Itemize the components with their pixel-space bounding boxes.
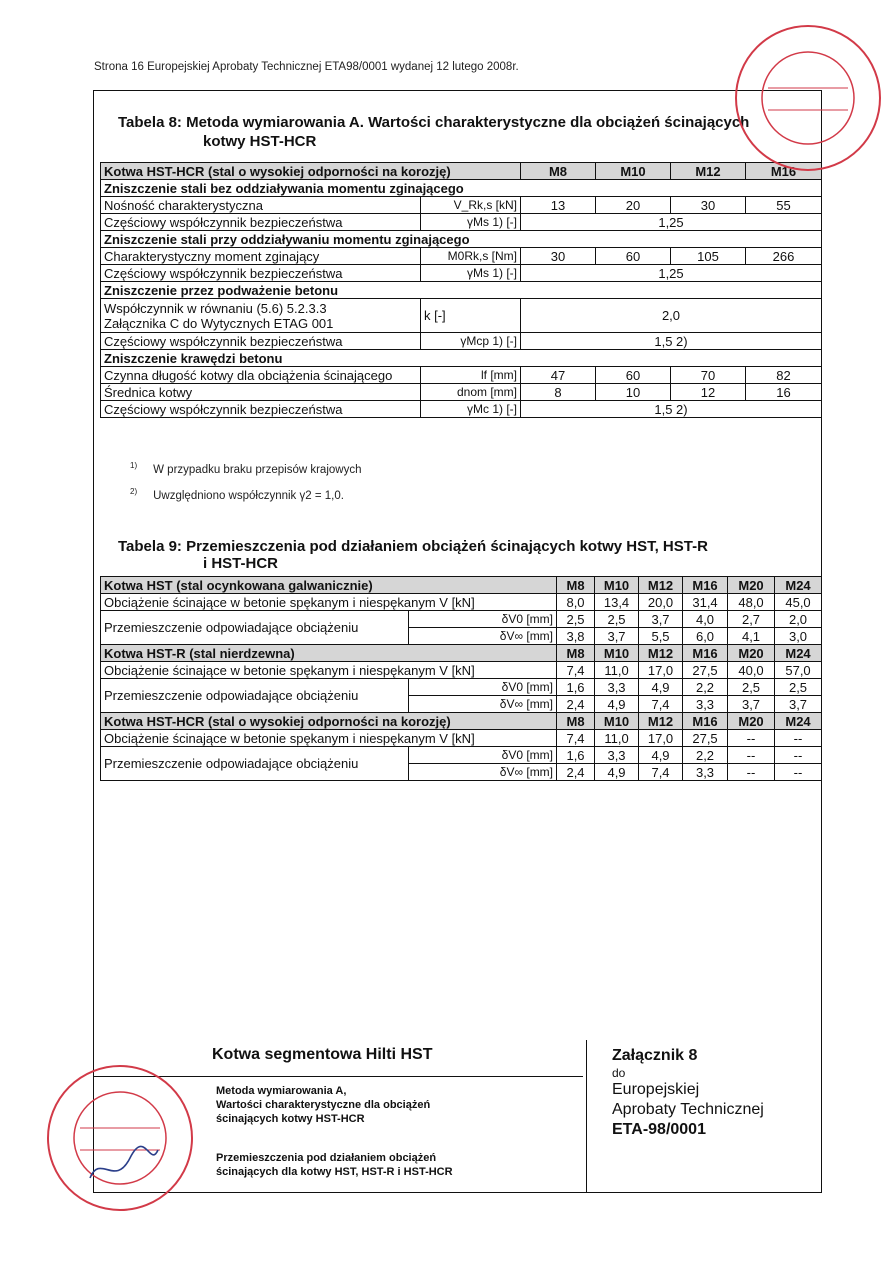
table8-row-label: Częściowy współczynnik bezpieczeństwa [101, 333, 421, 350]
annex-line-1: Europejskiej [612, 1081, 700, 1098]
table9-size-header: M10 [595, 713, 639, 730]
table9-block-title: Kotwa HST-R (stal nierdzewna) [101, 645, 557, 662]
table9-cell: 2,2 [683, 679, 728, 696]
table8-header-m12: M12 [671, 163, 746, 180]
stamp-outer-ring [48, 1066, 192, 1210]
table8-cell: 1,25 [521, 214, 822, 231]
table9-cell: 2,4 [557, 764, 595, 781]
table9-cell: 7,4 [639, 764, 683, 781]
table9-size-header: M16 [683, 577, 728, 594]
table9-size-header: M24 [775, 645, 822, 662]
table9-cell: 7,4 [639, 696, 683, 713]
table9-cell: 3,3 [683, 764, 728, 781]
table8-cell: 30 [671, 197, 746, 214]
table9-symbol: δV0 [mm] [409, 747, 557, 764]
table9-cell: 3,3 [683, 696, 728, 713]
table8-cell: 30 [521, 248, 596, 265]
table8-cell: 82 [746, 367, 822, 384]
table8-cell: 13 [521, 197, 596, 214]
table8-cell: 60 [596, 248, 671, 265]
table8-row-label-line2: Załącznika C do Wytycznych ETAG 001 [104, 315, 334, 331]
table9-cell: 3,0 [775, 628, 822, 645]
table9-cell: -- [775, 747, 822, 764]
table8 [100, 162, 822, 418]
table8-row-label: Charakterystyczny moment zginający [101, 248, 421, 265]
table9-block-title: Kotwa HST (stal ocynkowana galwanicznie) [101, 577, 557, 594]
table8-row-label: Czynna długość kotwy dla obciążenia ścinającego [101, 367, 421, 384]
table9-cell: 11,0 [595, 662, 639, 679]
table8-cell: 105 [671, 248, 746, 265]
footer-annex [612, 1046, 764, 1140]
table8-row-symbol: γMcp 1) [-] [421, 333, 521, 350]
table9-cell: 27,5 [683, 730, 728, 747]
table9-cell: 17,0 [639, 662, 683, 679]
table8-row-symbol: dnom [mm] [421, 384, 521, 401]
table9-size-header: M8 [557, 577, 595, 594]
footnote-1: $^{1)}$ W przypadku braku przepisów krajowych [130, 461, 362, 476]
table9-cell: 4,9 [595, 764, 639, 781]
table9-size-header: M24 [775, 713, 822, 730]
table9-cell: -- [728, 747, 775, 764]
table9-size-header: M12 [639, 645, 683, 662]
table9-size-header: M8 [557, 713, 595, 730]
table8-row-label: Częściowy współczynnik bezpieczeństwa [101, 401, 421, 418]
table8-row-symbol: γMs 1) [-] [421, 265, 521, 282]
table9-size-header: M20 [728, 645, 775, 662]
table8-cell: 47 [521, 367, 596, 384]
stamp-inner-ring [762, 52, 854, 144]
table9-title-line1: Tabela 9: Przemieszczenia pod działaniem obciążeń ścinających kotwy HST, HST-R [118, 538, 708, 555]
table8-title-line2: kotwy HST-HCR [203, 133, 317, 150]
table9-load-label: Obciążenie ścinające w betonie spękanym i niespękanym V [kN] [101, 662, 557, 679]
annex-line-2: Aprobaty Technicznej [612, 1101, 764, 1118]
footer-title: Kotwa segmentowa Hilti HST [212, 1046, 433, 1063]
table8-header-anchor: Kotwa HST-HCR (stal o wysokiej odporności na korozję) [101, 163, 521, 180]
table8-cell: 12 [671, 384, 746, 401]
translator-stamp-top [728, 18, 888, 178]
table8-section: Zniszczenie stali przy oddziaływaniu momentu zginającego [101, 231, 822, 248]
table9-load-label: Obciążenie ścinające w betonie spękanym i niespękanym V [kN] [101, 730, 557, 747]
table8-cell: 55 [746, 197, 822, 214]
table8-row-symbol: γMs 1) [-] [421, 214, 521, 231]
table9-title-line2: i HST-HCR [203, 555, 278, 572]
table9-cell: 1,6 [557, 679, 595, 696]
table8-section: Zniszczenie stali bez oddziaływania momentu zginającego [101, 180, 822, 197]
table8-header-m8: M8 [521, 163, 596, 180]
table9-cell: 27,5 [683, 662, 728, 679]
table8-cell: 8 [521, 384, 596, 401]
table9-symbol: δV∞ [mm] [409, 764, 557, 781]
table9-cell: 8,0 [557, 594, 595, 611]
table9-size-header: M16 [683, 713, 728, 730]
table9-cell: 4,1 [728, 628, 775, 645]
table9-cell: 3,8 [557, 628, 595, 645]
table9-cell: 48,0 [728, 594, 775, 611]
table9-cell: 2,5 [595, 611, 639, 628]
table9-cell: 11,0 [595, 730, 639, 747]
footer-column-divider [586, 1040, 587, 1192]
table8-row-symbol: γMc 1) [-] [421, 401, 521, 418]
table8-title-line1: Tabela 8: Metoda wymiarowania A. Wartości charakterystyczne dla obciążeń ścinających [118, 114, 750, 131]
table8-row-symbol: k [-] [421, 299, 521, 333]
table9-load-label: Obciążenie ścinające w betonie spękanym i niespękanym V [kN] [101, 594, 557, 611]
table9-size-header: M24 [775, 577, 822, 594]
table9-cell: 4,9 [639, 747, 683, 764]
table9-cell: 2,2 [683, 747, 728, 764]
page-header: Strona 16 Europejskiej Aprobaty Technicznej ETA98/0001 wydanej 12 lutego 2008r. [94, 61, 519, 73]
table9-size-header: M16 [683, 645, 728, 662]
table9-cell: -- [775, 730, 822, 747]
table9-cell: 7,4 [557, 662, 595, 679]
table9-size-header: M12 [639, 713, 683, 730]
table9-cell: 3,3 [595, 747, 639, 764]
table8-row-label: Średnica kotwy [101, 384, 421, 401]
table9-size-header: M10 [595, 577, 639, 594]
table9-cell: 40,0 [728, 662, 775, 679]
annex-number: Załącznik 8 [612, 1047, 698, 1064]
table8-title [118, 113, 749, 151]
table8-cell: 20 [596, 197, 671, 214]
table8-header-m16: M16 [746, 163, 822, 180]
table9-cell: 45,0 [775, 594, 822, 611]
table9-block-title: Kotwa HST-HCR (stal o wysokiej odporności na korozję) [101, 713, 557, 730]
table8-cell: 10 [596, 384, 671, 401]
table9-cell: 2,5 [557, 611, 595, 628]
table9-cell: 1,6 [557, 747, 595, 764]
table8-row-symbol: lf [mm] [421, 367, 521, 384]
table8-row-label: Nośność charakterystyczna [101, 197, 421, 214]
table9-disp-label: Przemieszczenie odpowiadające obciążeniu [101, 747, 409, 781]
table9-size-header: M8 [557, 645, 595, 662]
table9-cell: 3,3 [595, 679, 639, 696]
annex-do: do [612, 1066, 626, 1080]
table8-cell: 1,5 2) [521, 401, 822, 418]
table8-cell: 2,0 [521, 299, 822, 333]
table9-cell: 3,7 [639, 611, 683, 628]
table9-cell: 6,0 [683, 628, 728, 645]
table9-cell: 3,7 [728, 696, 775, 713]
annex-eta-number: ETA-98/0001 [612, 1121, 706, 1138]
table9-cell: 2,5 [728, 679, 775, 696]
table8-cell: 266 [746, 248, 822, 265]
table8-row-label: Częściowy współczynnik bezpieczeństwa [101, 265, 421, 282]
table9-cell: 2,0 [775, 611, 822, 628]
table8-section: Zniszczenie krawędzi betonu [101, 350, 822, 367]
table8-cell: 1,5 2) [521, 333, 822, 350]
table9-cell: 2,7 [728, 611, 775, 628]
table9-cell: -- [728, 730, 775, 747]
table8-section: Zniszczenie przez podważenie betonu [101, 282, 822, 299]
table9-cell: 7,4 [557, 730, 595, 747]
table9-size-header: M12 [639, 577, 683, 594]
table9-cell: 17,0 [639, 730, 683, 747]
table9-cell: 4,0 [683, 611, 728, 628]
table9-cell: -- [728, 764, 775, 781]
table9-symbol: δV0 [mm] [409, 679, 557, 696]
table9-cell: 2,4 [557, 696, 595, 713]
table9-size-header: M10 [595, 645, 639, 662]
footnote-2: $^{2)}$ Uwzględniono współczynnik γ2 = 1,0. [130, 487, 344, 502]
table8-cell: 70 [671, 367, 746, 384]
table8-row-symbol: V_Rk,s [kN] [421, 197, 521, 214]
table8-row-symbol: M0Rk,s [Nm] [421, 248, 521, 265]
table8-row-label: Częściowy współczynnik bezpieczeństwa [101, 214, 421, 231]
table9-symbol: δV∞ [mm] [409, 696, 557, 713]
table8-cell: 60 [596, 367, 671, 384]
table9-cell: -- [775, 764, 822, 781]
table8-header-m10: M10 [596, 163, 671, 180]
table9-cell: 20,0 [639, 594, 683, 611]
table9-size-header: M20 [728, 577, 775, 594]
table9-size-header: M20 [728, 713, 775, 730]
table9-cell: 13,4 [595, 594, 639, 611]
table9-cell: 3,7 [595, 628, 639, 645]
table9-cell: 57,0 [775, 662, 822, 679]
table9-cell: 5,5 [639, 628, 683, 645]
table9-disp-label: Przemieszczenie odpowiadające obciążeniu [101, 611, 409, 645]
table9-symbol: δV∞ [mm] [409, 628, 557, 645]
table9-disp-label: Przemieszczenie odpowiadające obciążeniu [101, 679, 409, 713]
footer-description-1: Metoda wymiarowania A, Wartości charakterystyczne dla obciążeń ścinających kotwy HST-HCR [216, 1085, 431, 1125]
table9-cell: 4,9 [595, 696, 639, 713]
table8-row-label-line1: Współczynnik w równaniu (5.6) 5.2.3.3 [104, 300, 327, 316]
footer-description-2: Przemieszczenia pod działaniem obciążeń ścinających dla kotwy HST, HST-R i HST-HCR [216, 1152, 453, 1178]
translator-stamp-bottom [40, 1058, 200, 1218]
table9-title [118, 538, 708, 572]
table9-symbol: δV0 [mm] [409, 611, 557, 628]
table8-cell: 1,25 [521, 265, 822, 282]
table8-row-label [101, 299, 421, 333]
table9-cell: 31,4 [683, 594, 728, 611]
table9 [100, 576, 822, 781]
signature-icon [90, 1146, 158, 1178]
table9-cell: 4,9 [639, 679, 683, 696]
table9-cell: 3,7 [775, 696, 822, 713]
table9-cell: 2,5 [775, 679, 822, 696]
table8-cell: 16 [746, 384, 822, 401]
stamp-outer-ring [736, 26, 880, 170]
